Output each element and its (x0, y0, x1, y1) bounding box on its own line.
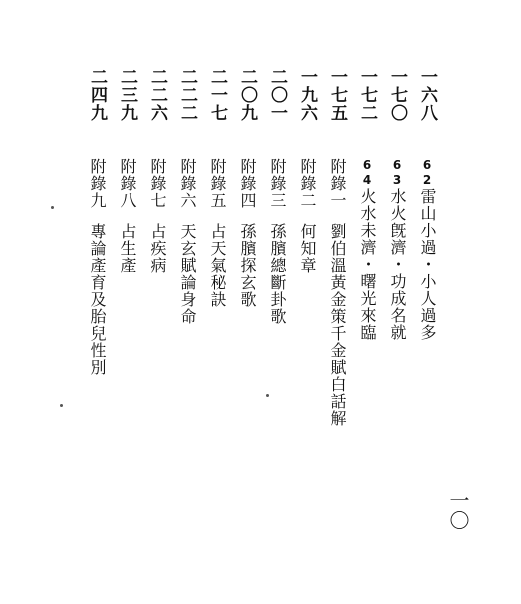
appendix-label: 附錄二 (298, 158, 317, 209)
page-number: 二〇九 (237, 68, 257, 122)
entry-title: 水火旣濟・功成名就 (388, 188, 407, 341)
entry-text (113, 158, 141, 274)
hexagram-number: 64 (360, 158, 374, 188)
entry-title: 占生產 (118, 223, 137, 274)
entry-text (413, 158, 441, 341)
entry-title: 專論產育及胎兒性別 (88, 223, 107, 376)
appendix-label: 附錄七 (148, 158, 167, 209)
toc-entry[interactable] (173, 68, 201, 325)
page-number: 二〇一 (267, 68, 287, 122)
appendix-label: 附錄八 (118, 158, 137, 209)
toc-entry[interactable] (263, 68, 291, 325)
toc-entry[interactable] (113, 68, 141, 274)
entry-text (233, 158, 261, 308)
entry-title: 天玄賦論身命 (178, 223, 197, 325)
entry-text (383, 158, 411, 341)
appendix-label: 附錄一 (328, 158, 347, 209)
entry-text (263, 158, 291, 325)
toc-entry[interactable] (143, 68, 171, 274)
toc-entry[interactable] (233, 68, 261, 308)
hexagram-number: 63 (390, 158, 404, 188)
toc-entry[interactable] (83, 68, 111, 376)
appendix-label: 附錄三 (268, 158, 287, 209)
page-number: 二二二 (177, 68, 197, 122)
entry-title: 占天氣秘訣 (208, 223, 227, 308)
page-number: 二二六 (147, 68, 167, 122)
entry-text (293, 158, 321, 274)
page-number: 一七〇 (387, 68, 407, 122)
entry-text (173, 158, 201, 325)
entry-title: 何知章 (298, 223, 317, 274)
toc-entry[interactable] (323, 68, 351, 427)
appendix-label: 附錄六 (178, 158, 197, 209)
speck (266, 394, 269, 397)
toc-entry[interactable] (413, 68, 441, 341)
page-number: 二三九 (117, 68, 137, 122)
entry-text (143, 158, 171, 274)
toc-entry[interactable] (353, 68, 381, 341)
entry-title: 火水未濟・曙光來臨 (358, 188, 377, 341)
speck (51, 206, 54, 209)
page-number: 一六八 (417, 68, 437, 122)
entry-title: 劉伯溫黃金策千金賦白話解 (328, 223, 347, 427)
entry-title: 孫臏總斷卦歌 (268, 223, 287, 325)
page-number: 一七二 (357, 68, 377, 122)
appendix-label: 附錄四 (238, 158, 257, 209)
entry-title: 雷山小過・小人過多 (418, 188, 437, 341)
appendix-label: 附錄五 (208, 158, 227, 209)
entry-text (353, 158, 381, 341)
toc-entry[interactable] (203, 68, 231, 308)
page-number: 二四九 (87, 68, 107, 122)
entry-text (203, 158, 231, 308)
toc-entry[interactable] (293, 68, 321, 274)
page-number: 一九六 (297, 68, 317, 122)
toc-entry[interactable] (383, 68, 411, 341)
appendix-label: 附錄九 (88, 158, 107, 209)
entry-text (83, 158, 111, 376)
page-number: 二一七 (207, 68, 227, 122)
page-folio: 一〇 (446, 490, 470, 530)
entry-text (323, 158, 351, 427)
entry-title: 占疾病 (148, 223, 167, 274)
entry-title: 孫臏探玄歌 (238, 223, 257, 308)
page-number: 一七五 (327, 68, 347, 122)
hexagram-number: 62 (420, 158, 434, 188)
speck (60, 404, 63, 407)
